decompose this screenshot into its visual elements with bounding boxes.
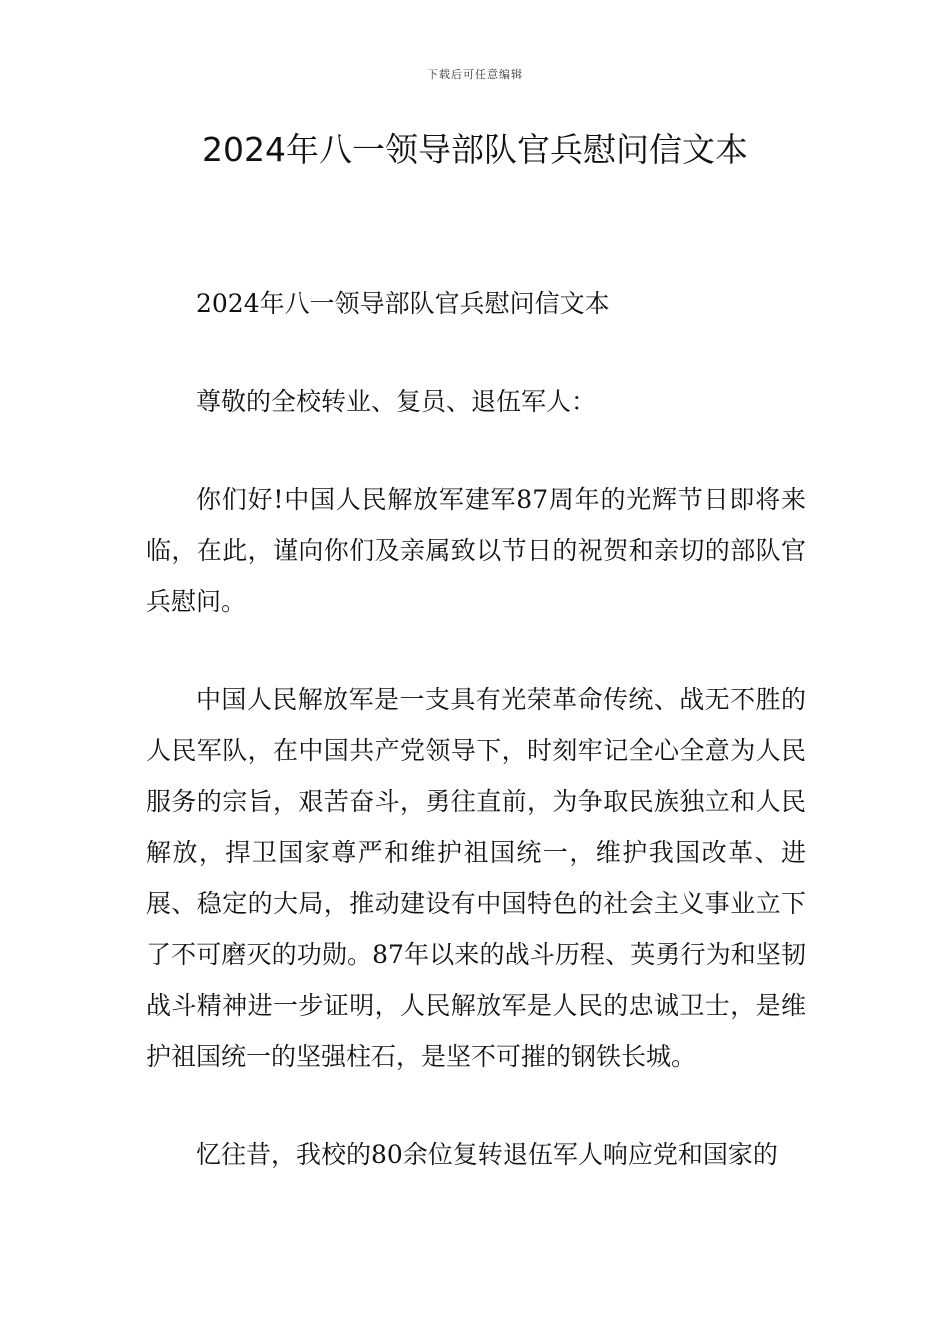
paragraph-subtitle: 2024年八一领导部队官兵慰问信文本 [196, 289, 610, 318]
paragraph-recollection: 忆往昔，我校的80余位复转退伍军人响应党和国家的 [196, 1140, 778, 1169]
paragraph-greeting: 你们好!中国人民解放军建军87周年的光辉节日即将来临，在此，谨向你们及亲属致以节日的祝贺和亲切的部队官兵慰问。 [146, 485, 806, 616]
paragraph-pla-history: 中国人民解放军是一支具有光荣革命传统、战无不胜的人民军队，在中国共产党领导下，时刻牢记全心全意为人民服务的宗旨，艰苦奋斗，勇往直前，为争取民族独立和人民解放，捍卫国家尊严和维护祖国统一，维护我国改革、进展、稳定的大局，推动建设有中国特色的社会主义事业立下了不可磨灭的功勋。87年以来的战斗历程、英勇行为和坚韧战斗精神进一步证明，人民解放军是人民的忠诚卫士，是维护祖国统一的坚强柱石，是坚不可摧的钢铁长城。 [146, 685, 806, 1071]
paragraph-salutation: 尊敬的全校转业、复员、退伍军人： [196, 387, 597, 416]
header-note: 下载后可任意编辑 [427, 68, 523, 81]
document-title: 2024年八一领导部队官兵慰问信文本 [202, 130, 748, 169]
document-body [146, 278, 806, 1227]
